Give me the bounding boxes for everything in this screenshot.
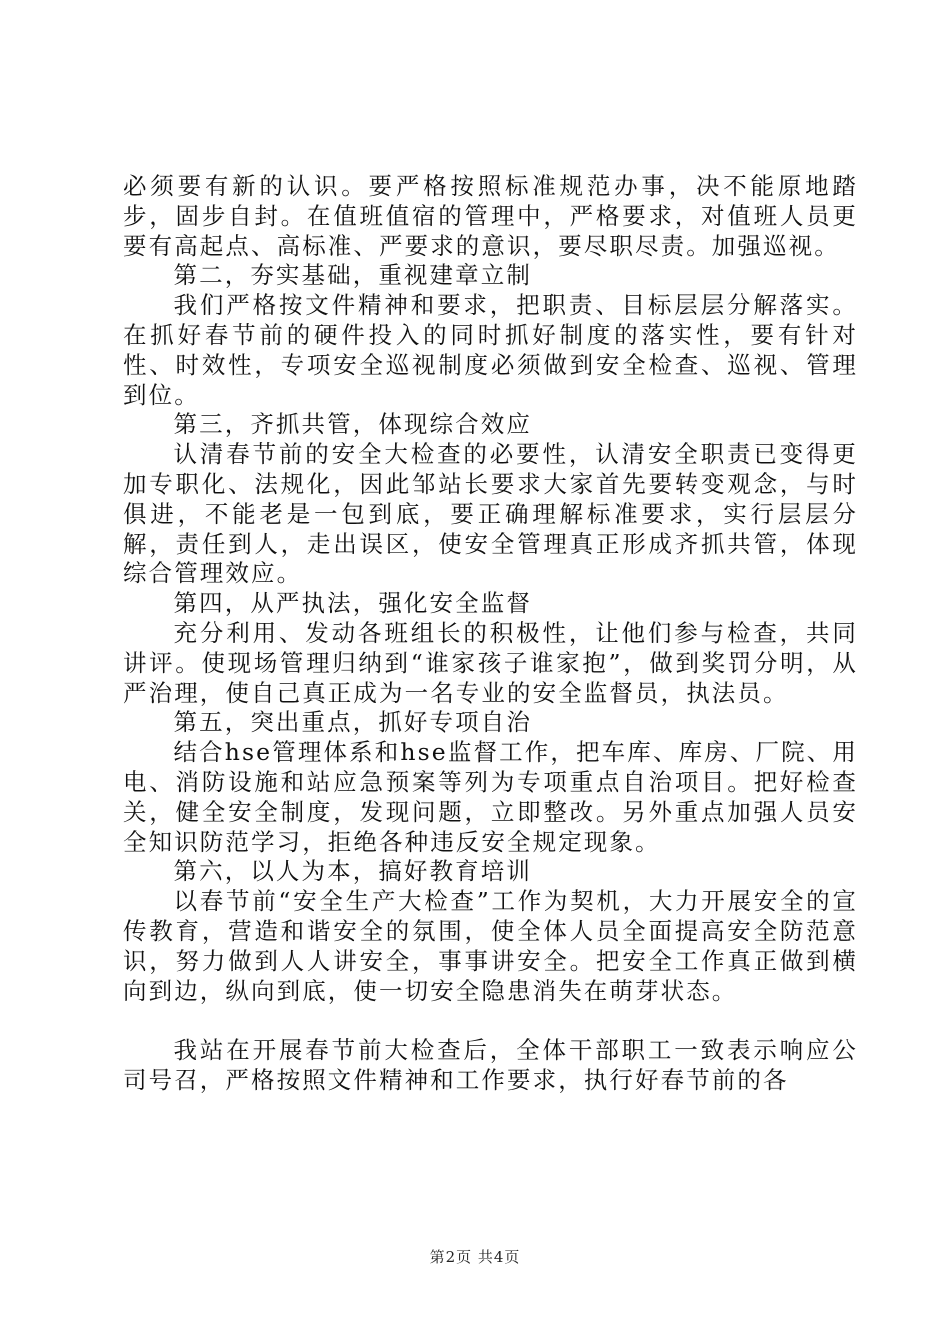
paragraph-section-2: 我们严格按文件精神和要求，把职责、目标层层分解落实。在抓好春节前的硬件投入的同时抓好制度的落实性，要有针对性、时效性，专项安全巡视制度必须做到安全检查、巡视、管理到位。	[123, 291, 858, 409]
section-heading-5: 第五，突出重点，抓好专项自治	[173, 708, 532, 737]
paragraph-section-5: 结合hse管理体系和hse监督工作，把车库、库房、厂院、用电、消防设施和站应急预案等列为专项重点自治项目。把好检查关，健全安全制度，发现问题，立即整改。另外重点加强人员安全知识防范学习，拒绝各种违反安全规定现象。	[123, 738, 858, 856]
section-heading-4: 第四，从严执法，强化安全监督	[173, 589, 532, 618]
paragraph-continuation: 必须要有新的认识。要严格按照标准规范办事，决不能原地踏步，固步自封。在值班值宿的管理中，严格要求，对值班人员更要有高起点、高标准、严要求的意识，要尽职尽责。加强巡视。	[123, 172, 858, 260]
section-heading-2: 第二，夯实基础，重视建章立制	[173, 261, 532, 290]
section-heading-3: 第三，齐抓共管，体现综合效应	[173, 410, 532, 439]
document-body	[123, 172, 858, 1096]
section-heading-6: 第六，以人为本，搞好教育培训	[173, 857, 532, 886]
paragraph-section-3: 认清春节前的安全大检查的必要性，认清安全职责已变得更加专职化、法规化，因此邹站长要求大家首先要转变观念，与时俱进，不能老是一包到底，要正确理解标准要求，实行层层分解，责任到人，走出误区，使安全管理真正形成齐抓共管，体现综合管理效应。	[123, 440, 858, 588]
paragraph-section-4: 充分利用、发动各班组长的积极性，让他们参与检查，共同讲评。使现场管理归纳到“谁家孩子谁家抱”，做到奖罚分明，从严治理，使自己真正成为一名专业的安全监督员，执法员。	[123, 618, 858, 707]
paragraph-section-6: 以春节前“安全生产大检查”工作为契机，大力开展安全的宣传教育，营造和谐安全的氛围，使全体人员全面提高安全防范意识，努力做到人人讲安全，事事讲安全。把安全工作真正做到横向到边，纵向到底，使一切安全隐患消失在萌芽状态。	[123, 887, 858, 1005]
paragraph-closing: 我站在开展春节前大检查后，全体干部职工一致表示响应公司号召，严格按照文件精神和工作要求，执行好春节前的各	[123, 1036, 858, 1095]
page-number-footer: 第2页 共4页	[429, 1248, 521, 1266]
